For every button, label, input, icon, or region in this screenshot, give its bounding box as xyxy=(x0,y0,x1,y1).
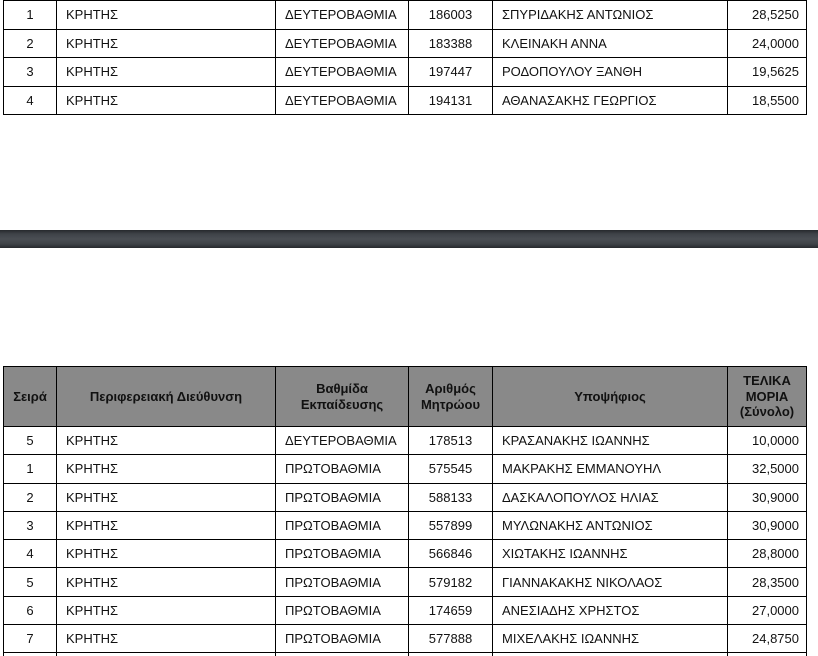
cell: ΚΡΗΤΗΣ xyxy=(57,427,276,455)
cell: ΔΕΥΤΕΡΟΒΑΘΜΙΑ xyxy=(276,86,409,115)
cell: ΜΑΚΡΑΚΗΣ ΕΜΜΑΝΟΥΗΛ xyxy=(493,455,728,483)
table-row xyxy=(4,568,807,596)
cell: ΣΠΥΡΙΔΑΚΗΣ ΑΝΤΩΝΙΟΣ xyxy=(493,1,728,30)
cell: ΚΡΗΤΗΣ xyxy=(57,625,276,653)
cell: 30,9000 xyxy=(728,511,807,539)
cell: 4 xyxy=(4,540,57,568)
table-row xyxy=(4,540,807,568)
cell: 174659 xyxy=(409,596,493,624)
cell: 566846 xyxy=(409,540,493,568)
cell: 5 xyxy=(4,568,57,596)
cell: 27,0000 xyxy=(728,596,807,624)
cell: ΔΕΥΤΕΡΟΒΑΘΜΙΑ xyxy=(276,58,409,87)
cell: 10,0000 xyxy=(728,427,807,455)
cell: 2 xyxy=(4,483,57,511)
column-header: ΤΕΛΙΚΑ ΜΟΡΙΑ (Σύνολο) xyxy=(728,367,807,427)
cell: 575545 xyxy=(409,455,493,483)
cell: ΠΡΩΤΟΒΑΘΜΙΑ xyxy=(276,625,409,653)
cell: ΠΡΩΤΟΒΑΘΜΙΑ xyxy=(276,483,409,511)
page-separator xyxy=(0,230,818,248)
table-row xyxy=(4,455,807,483)
cell: 183388 xyxy=(409,29,493,58)
cell: ΓΙΑΝΝΑΚΑΚΗΣ ΝΙΚΟΛΑΟΣ xyxy=(493,568,728,596)
cell: 28,3500 xyxy=(728,568,807,596)
cell: 2 xyxy=(4,29,57,58)
cell: 1 xyxy=(4,455,57,483)
column-header: Περιφερειακή Διεύθυνση xyxy=(57,367,276,427)
cell: 24,0000 xyxy=(728,29,807,58)
cell: 28,8000 xyxy=(728,540,807,568)
cell: 178513 xyxy=(409,427,493,455)
table-row xyxy=(4,427,807,455)
cell: 557899 xyxy=(409,511,493,539)
cell: 3 xyxy=(4,511,57,539)
cell: ΚΡΗΤΗΣ xyxy=(57,568,276,596)
cell: 5 xyxy=(4,427,57,455)
cell: ΚΡΗΤΗΣ xyxy=(57,29,276,58)
cell: ΚΡΗΤΗΣ xyxy=(57,1,276,30)
cell: ΜΥΛΩΝΑΚΗΣ ΑΝΤΩΝΙΟΣ xyxy=(493,511,728,539)
cell: ΚΡΗΤΗΣ xyxy=(57,58,276,87)
results-table-continued xyxy=(3,0,807,115)
cell: 28,5250 xyxy=(728,1,807,30)
cell: ΠΡΩΤΟΒΑΘΜΙΑ xyxy=(276,455,409,483)
header-row xyxy=(4,367,807,427)
cell: ΑΝΕΣΙΑΔΗΣ ΧΡΗΣΤΟΣ xyxy=(493,596,728,624)
table-row xyxy=(4,1,807,30)
cell: ΔΕΥΤΕΡΟΒΑΘΜΙΑ xyxy=(276,29,409,58)
cell: ΚΛΕΙΝΑΚΗ ΑΝΝΑ xyxy=(493,29,728,58)
cell: ΑΘΑΝΑΣΑΚΗΣ ΓΕΩΡΓΙΟΣ xyxy=(493,86,728,115)
cell: ΠΡΩΤΟΒΑΘΜΙΑ xyxy=(276,568,409,596)
cell: ΔΑΣΚΑΛΟΠΟΥΛΟΣ ΗΛΙΑΣ xyxy=(493,483,728,511)
column-header: Υποψήφιος xyxy=(493,367,728,427)
cell: 197447 xyxy=(409,58,493,87)
cell: 194131 xyxy=(409,86,493,115)
cell: 32,5000 xyxy=(728,455,807,483)
cell: ΧΙΩΤΑΚΗΣ ΙΩΑΝΝΗΣ xyxy=(493,540,728,568)
cell: 579182 xyxy=(409,568,493,596)
cell: ΔΕΥΤΕΡΟΒΑΘΜΙΑ xyxy=(276,427,409,455)
cell: ΚΡΗΤΗΣ xyxy=(57,455,276,483)
table-row xyxy=(4,29,807,58)
cell: 19,5625 xyxy=(728,58,807,87)
cell: 4 xyxy=(4,86,57,115)
column-header: Αριθμός Μητρώου xyxy=(409,367,493,427)
cell: 6 xyxy=(4,596,57,624)
table-row xyxy=(4,625,807,653)
cell: 18,5500 xyxy=(728,86,807,115)
cell: ΚΡΑΣΑΝΑΚΗΣ ΙΩΑΝΝΗΣ xyxy=(493,427,728,455)
cell: ΚΡΗΤΗΣ xyxy=(57,596,276,624)
cell: ΚΡΗΤΗΣ xyxy=(57,540,276,568)
cell: 1 xyxy=(4,1,57,30)
cell: 588133 xyxy=(409,483,493,511)
cell: ΜΙΧΕΛΑΚΗΣ ΙΩΑΝΝΗΣ xyxy=(493,625,728,653)
cell: 30,9000 xyxy=(728,483,807,511)
cell: 577888 xyxy=(409,625,493,653)
cell: ΚΡΗΤΗΣ xyxy=(57,483,276,511)
results-table xyxy=(3,366,807,656)
cell: 7 xyxy=(4,625,57,653)
cell: 24,8750 xyxy=(728,625,807,653)
table-row xyxy=(4,596,807,624)
cell: 186003 xyxy=(409,1,493,30)
table-row xyxy=(4,86,807,115)
cell: ΡΟΔΟΠΟΥΛΟΥ ΞΑΝΘΗ xyxy=(493,58,728,87)
table-row xyxy=(4,483,807,511)
cell: ΠΡΩΤΟΒΑΘΜΙΑ xyxy=(276,511,409,539)
cell: ΔΕΥΤΕΡΟΒΑΘΜΙΑ xyxy=(276,1,409,30)
column-header: Βαθμίδα Εκπαίδευσης xyxy=(276,367,409,427)
table-row xyxy=(4,58,807,87)
cell: 3 xyxy=(4,58,57,87)
cell: ΚΡΗΤΗΣ xyxy=(57,511,276,539)
cell: ΠΡΩΤΟΒΑΘΜΙΑ xyxy=(276,596,409,624)
table-row xyxy=(4,511,807,539)
column-header: Σειρά xyxy=(4,367,57,427)
cell: ΠΡΩΤΟΒΑΘΜΙΑ xyxy=(276,540,409,568)
cell: ΚΡΗΤΗΣ xyxy=(57,86,276,115)
